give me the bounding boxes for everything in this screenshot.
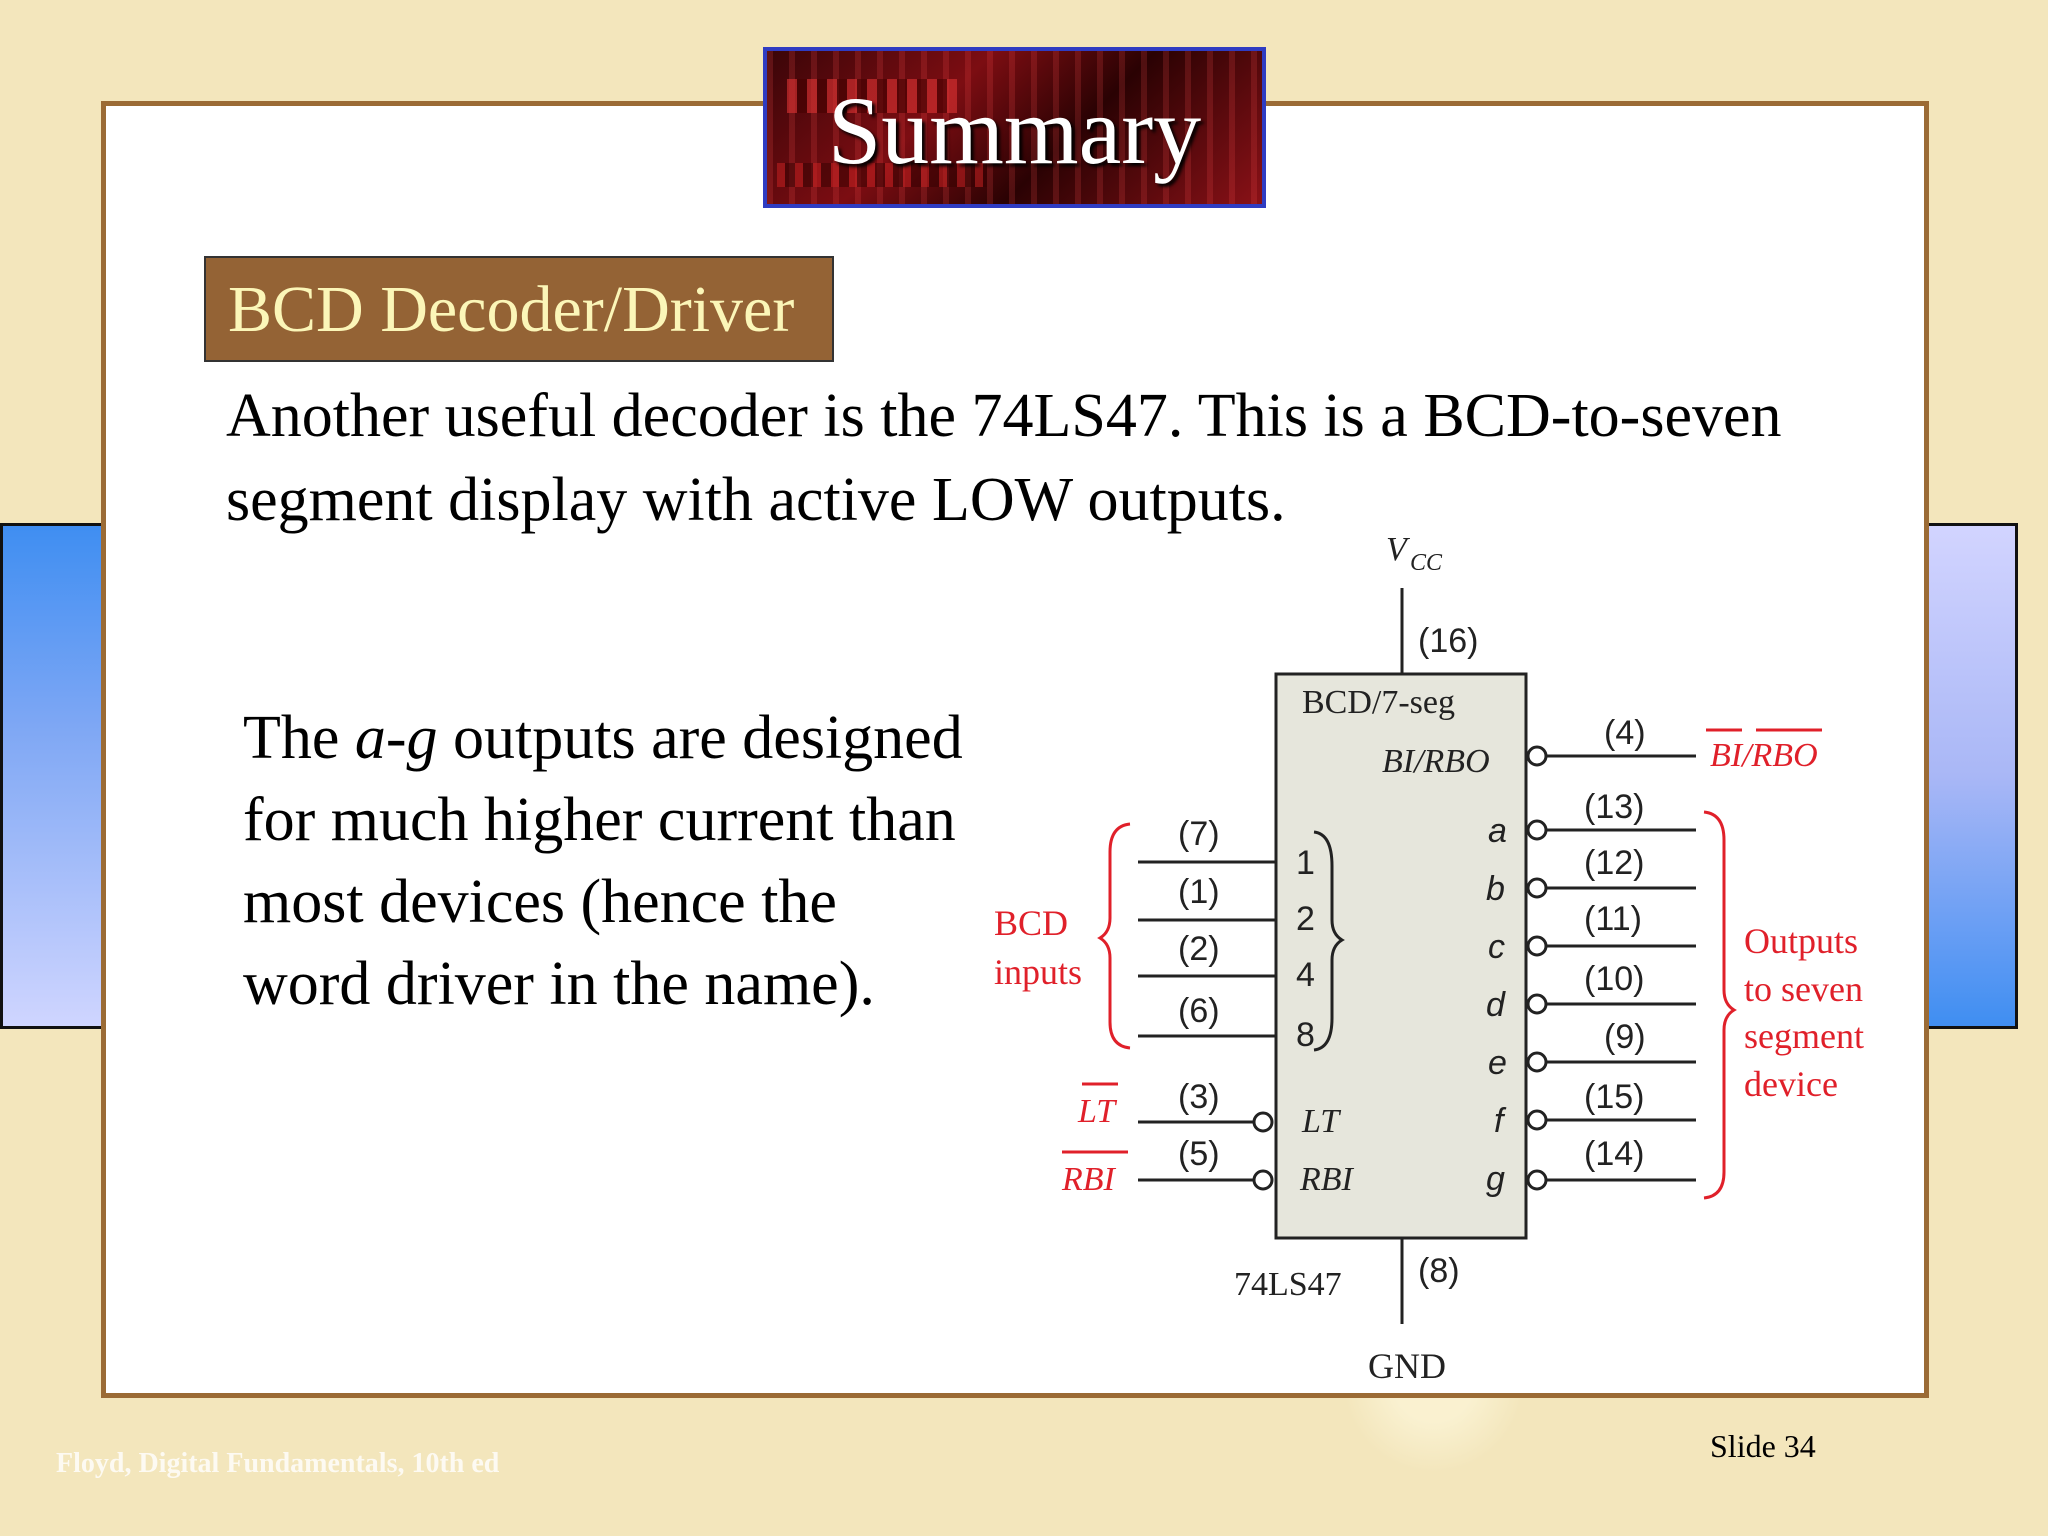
title-banner [763,47,1266,208]
footer-citation: Floyd, Digital Fundamentals, 10th ed [56,1448,500,1479]
rbi-pin-number: (5) [1178,1135,1220,1173]
bcd-input-weight: 1 [1296,844,1315,882]
output-pin-number: (13) [1584,788,1645,826]
output-segment-label: c [1488,928,1505,966]
slide-title: Summary [827,77,1202,184]
lt-inner-label: LT [1302,1103,1340,1140]
bcd-input-weight: 2 [1296,900,1315,938]
vcc-subscript: CC [1410,550,1443,576]
rbi-inner-label: RBI [1300,1161,1353,1198]
section-tag: BCD Decoder/Driver [204,256,834,362]
outputs-label-line2: to seven [1744,969,1863,1009]
ic-74ls47-diagram [960,530,1920,1390]
right-side-band [1920,523,2018,1029]
outputs-label-line4: device [1744,1064,1838,1104]
output-segment-label: b [1486,870,1505,908]
bi-rbo-pin-number: (4) [1604,714,1646,752]
outputs-brace [1704,812,1734,1198]
lt-pin-number: (3) [1178,1078,1220,1116]
output-pin-number: (12) [1584,844,1645,882]
bi-rbo-bubble [1528,747,1546,765]
output-pin-number: (9) [1604,1018,1646,1056]
output-segment-label: e [1488,1044,1507,1082]
outputs-label-line3: segment [1744,1016,1864,1056]
chip-title: BCD/7-seg [1302,684,1455,721]
intro-text: Another useful decoder is the 74LS47. This is a BCD-to-seven segment display with active LOW outputs. [226,382,1782,534]
output-segment-label: a [1488,812,1507,850]
slide-number: Slide 34 [1710,1428,1816,1464]
output-segment-label: d [1486,986,1505,1024]
bcd-input-weight: 4 [1296,956,1315,994]
output-pin-number: (10) [1584,960,1645,998]
bcd-input-weight: 8 [1296,1016,1315,1054]
bcd-input-pin: (2) [1178,930,1220,968]
body-text-emphasis: a-g [354,704,438,772]
outputs-label-line1: Outputs [1744,921,1859,961]
gnd-pin-number: (8) [1418,1252,1460,1290]
body-paragraph [243,697,963,1025]
part-number: 74LS47 [1234,1266,1342,1303]
lt-bubble [1254,1113,1272,1131]
output-pin-number: (11) [1584,900,1642,938]
bcd-input-pin: (7) [1178,815,1220,853]
bcd-inputs-label-line2: inputs [994,952,1083,992]
gnd-label: GND [1368,1346,1446,1386]
left-side-band [0,523,114,1029]
bcd-input-pin: (1) [1178,873,1220,911]
bi-rbo-outer-label: BI/RBO [1710,737,1818,774]
bcd-inputs-label-line1: BCD [994,903,1069,943]
output-segment-label: f [1494,1102,1504,1140]
rbi-bubble [1254,1171,1272,1189]
body-text-part1: The [243,704,355,772]
output-segment-label: g [1486,1160,1505,1198]
bcd-input-pin: (6) [1178,992,1220,1030]
lt-outer-label: LT [1078,1093,1116,1130]
body-text-part2: outputs are designed for much higher current than most devices (hence the word driver in the name). [243,704,963,1018]
vcc-label: V [1386,531,1407,568]
vcc-pin-number: (16) [1418,622,1479,660]
bcd-inputs-brace [1100,824,1130,1048]
output-pin-number: (14) [1584,1135,1645,1173]
rbi-outer-label: RBI [1062,1161,1115,1198]
bi-rbo-inner-label: BI/RBO [1382,743,1490,780]
output-pin-number: (15) [1584,1078,1645,1116]
